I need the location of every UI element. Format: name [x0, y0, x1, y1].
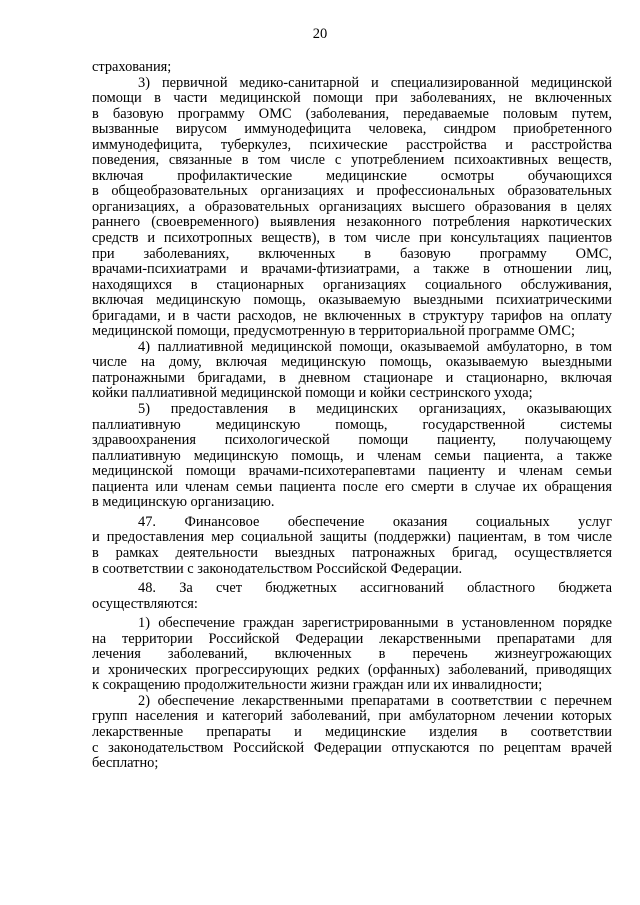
paragraph	[92, 616, 612, 694]
text-line: 3) первичной медико-санитарной и специализированной медицинской	[138, 74, 612, 91]
text-line: вызванные вирусом иммунодефицита человека, синдром приобретенного	[92, 121, 612, 138]
text-line: включая медицинскую помощь, оказываемую выездными психиатрическими	[92, 292, 612, 309]
text-line: койки паллиативной медицинской помощи и койки сестринского ухода;	[92, 385, 533, 402]
text-line: поведения, связанные в том числе с употреблением психоактивных веществ,	[92, 152, 612, 169]
text-line: 5) предоставления в медицинских организациях, оказывающих	[138, 401, 612, 418]
text-line: в рамках деятельности выездных патронажных бригад, осуществляется	[92, 544, 612, 561]
text-line: организациях, а образовательных организациях высшего образования в целях	[92, 198, 612, 215]
document-body	[92, 60, 612, 772]
text-line: 48. За счет бюджетных ассигнований областного бюджета	[138, 580, 612, 597]
text-line: в общеобразовательных организациях и профессиональных образовательных	[92, 183, 612, 200]
text-line: страхования;	[92, 59, 172, 75]
text-line: при заболеваниях, включенных в базовую программу ОМС,	[92, 245, 612, 262]
text-line: числе на дому, включая медицинскую помощь, оказываемую выездными	[92, 354, 612, 371]
text-line: 4) паллиативной медицинской помощи, оказываемой амбулаторно, в том	[138, 338, 612, 355]
text-line: на территории Российской Федерации лекарственными препаратами для	[92, 630, 612, 647]
paragraph	[92, 340, 612, 402]
text-line: с законодательством Российской Федерации отпускаются по рецептам врачей	[92, 739, 612, 756]
paragraph	[92, 515, 612, 577]
paragraph	[92, 581, 612, 612]
text-line: раннего (своевременного) выявления незаконного потребления наркотических	[92, 214, 612, 231]
page-number: 20	[312, 26, 328, 42]
text-line: к сокращению продолжительности жизни граждан или их инвалидности;	[92, 677, 543, 694]
text-line: находящихся в стационарных организациях социального обслуживания,	[92, 276, 612, 293]
paragraph	[92, 402, 612, 511]
text-line: бригадами, и в части расходов, не включенных в структуру тарифов на оплату	[92, 307, 612, 324]
paragraph	[92, 60, 612, 76]
text-line: медицинской помощи врачами-психотерапевтами пациенту и членам семьи	[92, 463, 612, 480]
text-line: и предоставления мер социальной защиты (поддержки) пациентам, в том числе	[92, 529, 612, 546]
text-line: врачами-психиатрами и врачами-фтизиатрами, а также в отношении лиц,	[92, 261, 612, 278]
text-line: бесплатно;	[92, 755, 159, 772]
text-line: медицинской помощи, предусмотренную в территориальной программе ОМС;	[92, 323, 575, 340]
text-line: осуществляются:	[92, 595, 198, 612]
text-line: патронажными бригадами, в дневном стационаре и стационарно, включая	[92, 369, 612, 386]
text-line: и хронических прогрессирующих редких (орфанных) заболеваний, приводящих	[92, 661, 612, 678]
text-line: включая профилактические медицинские осмотры обучающихся	[92, 167, 612, 184]
text-line: групп населения и категорий заболеваний, при амбулаторном лечении которых	[92, 708, 612, 725]
text-line: 2) обеспечение лекарственными препаратами в соответствии с перечнем	[138, 692, 612, 709]
text-line: в соответствии с законодательством Российской Федерации.	[92, 560, 463, 577]
text-line: паллиативную медицинскую помощь, и членам семьи пациента, а также	[92, 447, 612, 464]
text-line: пациента или членам семьи пациента после его смерти в случае их обращения	[92, 478, 612, 495]
text-line: помощи в части медицинской помощи при заболеваниях, не включенных	[92, 90, 612, 107]
text-line: лечения заболеваний, включенных в перечень жизнеугрожающих	[92, 646, 612, 663]
text-line: иммунодефицита, туберкулез, психические расстройства и расстройства	[92, 136, 612, 153]
paragraph	[92, 694, 612, 772]
text-line: паллиативную медицинскую помощь, государственной системы	[92, 416, 612, 433]
paragraph	[92, 76, 612, 340]
text-line: в базовую программу ОМС (заболевания, передаваемые половым путем,	[92, 105, 612, 122]
text-line: 47. Финансовое обеспечение оказания социальных услуг	[138, 513, 612, 530]
text-line: в медицинскую организацию.	[92, 494, 275, 511]
text-line: средств и психотропных веществ), в том числе при консультациях пациентов	[92, 230, 612, 247]
text-line: 1) обеспечение граждан зарегистрированными в установленном порядке	[138, 615, 612, 632]
text-line: здравоохранения психологической помощи пациенту, получающему	[92, 432, 612, 449]
text-line: лекарственные препараты и медицинские изделия в соответствии	[92, 723, 612, 740]
